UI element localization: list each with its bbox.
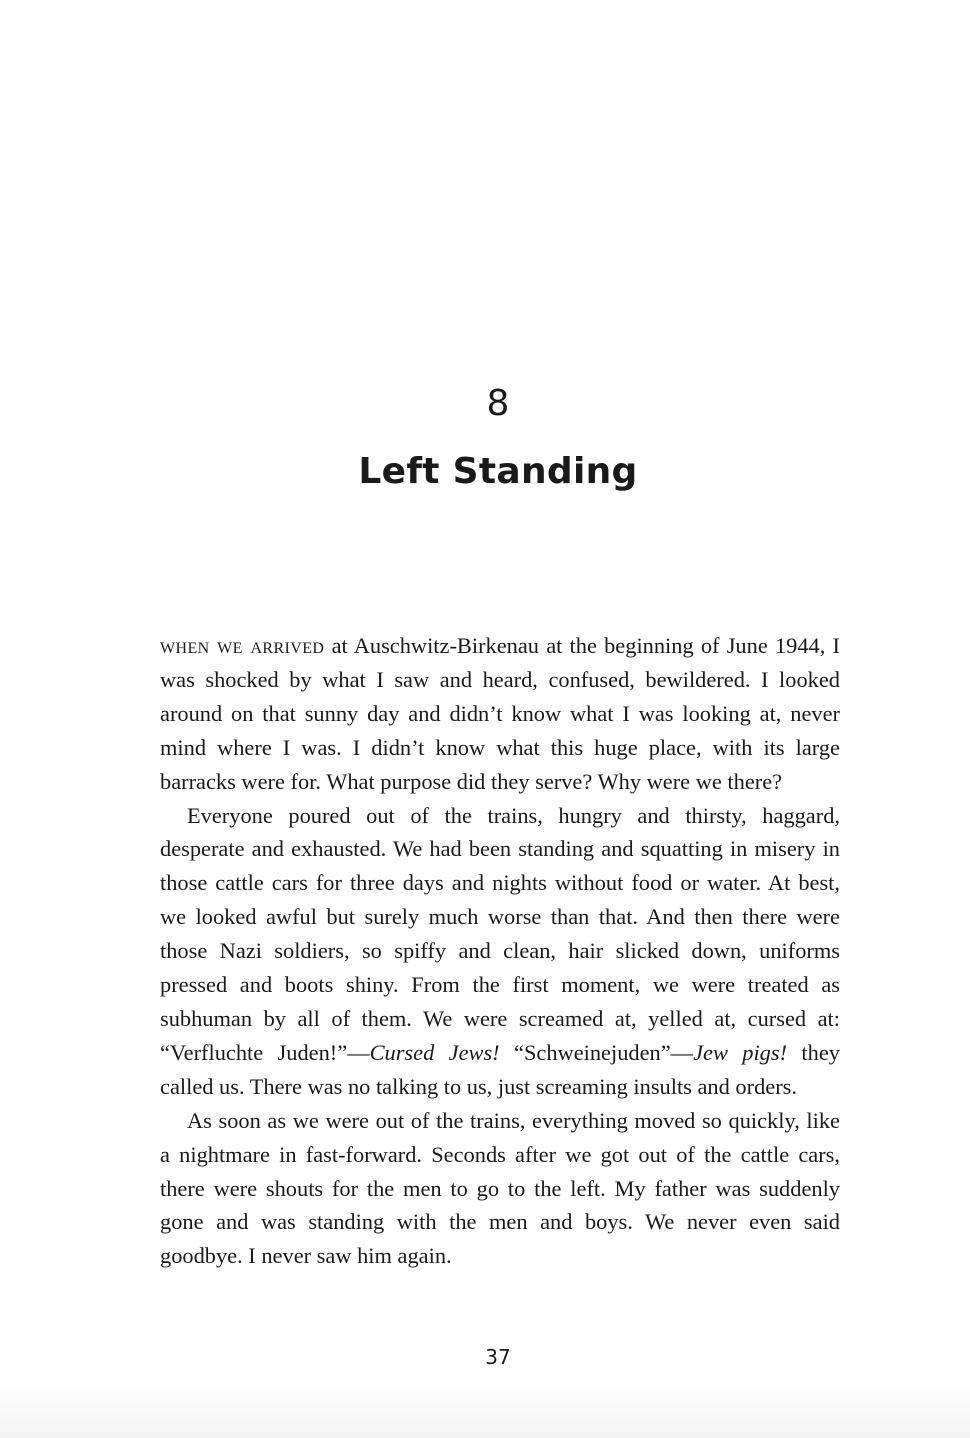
chapter-number: 8	[486, 383, 510, 424]
paragraph-2	[160, 799, 840, 1104]
paragraph-1	[160, 629, 840, 799]
paragraph-2-text-c: “Schweinejuden”—	[499, 1039, 694, 1065]
paragraph-lead-smallcaps: when we arrived	[160, 633, 325, 658]
chapter-title: Left Standing	[358, 451, 638, 492]
paragraph-2-italic-jew-pigs: Jew pigs!	[693, 1039, 788, 1065]
paragraph-2-text-e: they called us. There was no talking to us, just screaming insults and orders.	[160, 1039, 840, 1099]
paragraph-2-italic-cursed-jews: Cursed Jews!	[369, 1039, 500, 1065]
paragraph-1-text: at Auschwitz-Birkenau at the beginning of June 1944, I was shocked by what I saw and heard, confused, bewildered. I looked around on that sunny day and didn’t know what I was looking at, never mind where I was. I didn’t know what this huge place, with its large barracks were for. What purpose did they serve? Why were we there?	[160, 633, 840, 794]
paragraph-3: As soon as we were out of the trains, everything moved so quickly, like a nightmare in fast-forward. Seconds after we got out of the cattle cars, there were shouts for the men to go to the left. My father was suddenly gone and was standing with the men and boys. We never even said goodbye. I never saw him again.	[160, 1107, 840, 1269]
page-number: 37	[485, 1345, 511, 1369]
paragraph-2-text-a: Everyone poured out of the trains, hungry and thirsty, haggard, desperate and exhausted. We had been standing and squatting in misery in those cattle cars for three days and nights without food or water. At best, we looked awful but surely much worse than that. And then there were those Nazi soldiers, so spiffy and clean, hair slicked down, uniforms pressed and boots shiny. From the first moment, we were treated as subhuman by all of them. We were screamed at, yelled at, cursed at: “Verfluchte Juden!”—	[160, 802, 840, 1065]
chapter-body	[160, 629, 840, 1273]
